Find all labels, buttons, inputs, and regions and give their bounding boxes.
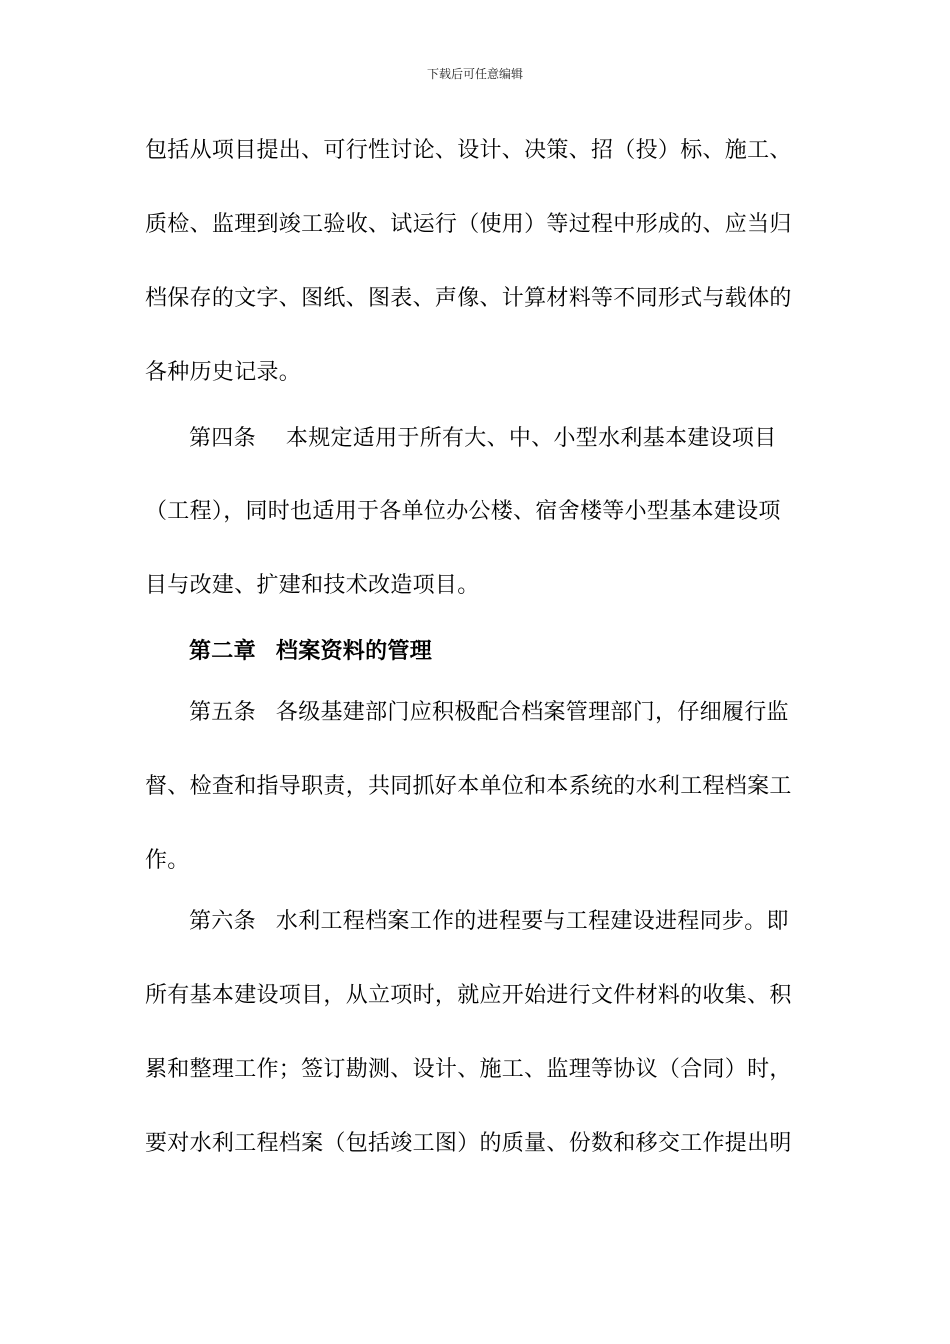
body-line-4: 各种历史记录。 xyxy=(145,360,302,385)
chapter-label: 第二章 xyxy=(189,638,256,664)
body-line-2: 质检、监理到竣工验收、试运行（使用）等过程中形成的、应当归 xyxy=(145,212,792,237)
article-4-text: 本规定适用于所有大、中、小型水利基本建设项目 xyxy=(285,426,777,451)
chapter-title: 档案资料的管理 xyxy=(275,638,433,664)
article-4-line-2: （工程），同时也适用于各单位办公楼、宿舍楼等小型基本建设项 xyxy=(145,499,781,524)
article-5-text: 各级基建部门应积极配合档案管理部门，仔细履行监 xyxy=(275,700,789,725)
article-5-line-2: 督、检查和指导职责，共同抓好本单位和本系统的水利工程档案工 xyxy=(145,774,792,799)
article-4-label: 第四条 xyxy=(189,426,256,451)
article-5-line-3: 作。 xyxy=(145,848,190,873)
body-line-3: 档保存的文字、图纸、图表、声像、计算材料等不同形式与载体的 xyxy=(145,286,792,311)
article-6-line-4: 要对水利工程档案（包括竣工图）的质量、份数和移交工作提出明 xyxy=(145,1131,792,1156)
chapter-heading xyxy=(189,636,795,666)
article-4-first-line xyxy=(189,424,795,454)
body-line-1: 包括从项目提出、可行性讨论、设计、决策、招（投）标、施工、 xyxy=(145,138,792,163)
article-5-first-line xyxy=(189,698,795,728)
page-header: 下载后可任意编辑 xyxy=(426,67,523,81)
article-6-text: 水利工程档案工作的进程要与工程建设进程同步。即 xyxy=(275,909,789,934)
article-6-line-2: 所有基本建设项目，从立项时，就应开始进行文件材料的收集、积 xyxy=(145,983,792,1008)
article-6-line-3: 累和整理工作；签订勘测、设计、施工、监理等协议（合同）时， xyxy=(145,1057,792,1082)
article-5-label: 第五条 xyxy=(189,700,256,725)
article-6-first-line xyxy=(189,907,795,937)
article-4-line-3: 目与改建、扩建和技术改造项目。 xyxy=(145,573,480,598)
article-6-label: 第六条 xyxy=(189,909,256,934)
